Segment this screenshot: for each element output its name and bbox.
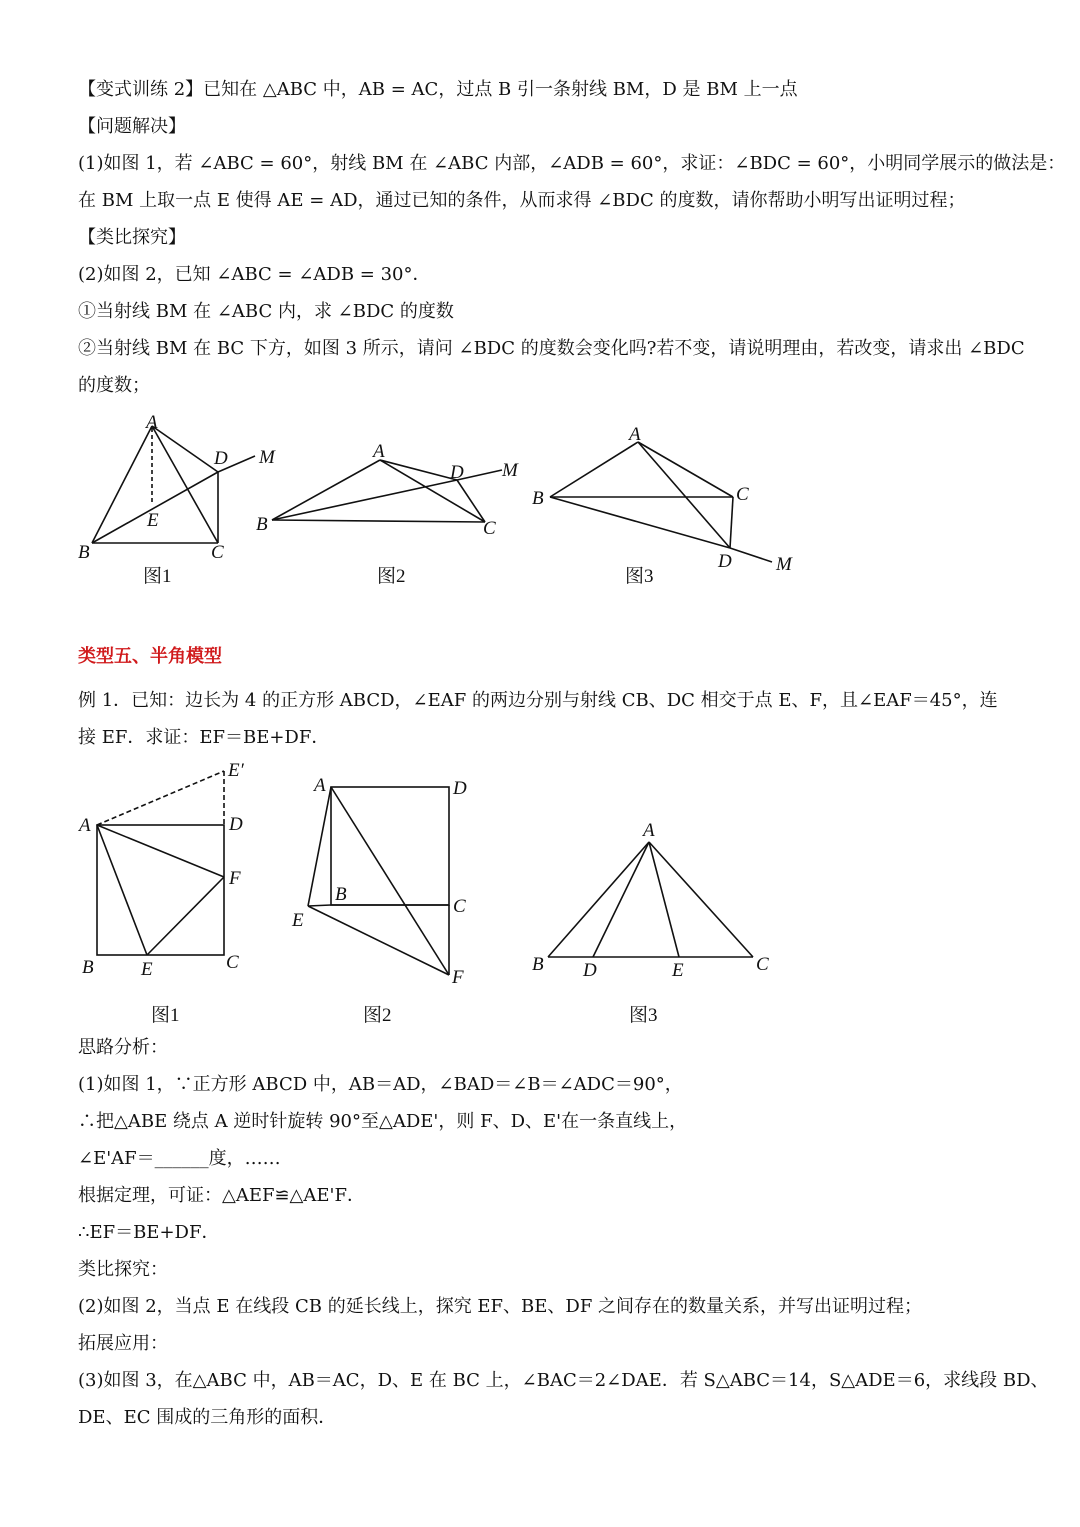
label-M: M <box>776 554 792 575</box>
bottom-figure-1-caption: 图1 <box>151 1005 180 1026</box>
label-F: F <box>452 967 464 988</box>
label-F: F <box>229 868 241 889</box>
top-figure-2 <box>250 430 540 554</box>
label-A: A <box>146 412 158 433</box>
bottom-figure-2 <box>285 770 495 999</box>
label-B: B <box>335 884 347 905</box>
text-line-5: 【类比探究】 <box>78 227 186 248</box>
analysis-line-6: ∴EF＝BE+DF． <box>78 1222 220 1243</box>
label-D: D <box>214 448 228 469</box>
label-A: A <box>643 820 655 841</box>
label-B: B <box>532 954 544 975</box>
text-line-1: 【变式训练 2】已知在 △ABC 中，AB = AC，过点 B 引一条射线 BM，D 是 BM 上一点 <box>78 79 798 100</box>
label-B: B <box>78 542 90 560</box>
label-B: B <box>532 488 544 509</box>
analysis-line-9: 拓展应用： <box>78 1333 168 1354</box>
bottom-figure-3-caption: 图3 <box>629 1005 658 1026</box>
label-C: C <box>756 954 769 975</box>
label-D: D <box>450 462 464 483</box>
text-line-6: (2)如图 2，已知 ∠ABC = ∠ADB = 30°． <box>78 264 431 285</box>
text-line-7: ①当射线 BM 在 ∠ABC 内，求 ∠BDC 的度数 <box>78 301 454 322</box>
label-A: A <box>314 775 326 796</box>
label-B: B <box>256 514 268 535</box>
analysis-line-5: 根据定理，可证：△AEF≌△AE'F． <box>78 1185 365 1206</box>
text-line-3: (1)如图 1，若 ∠ABC = 60°，射线 BM 在 ∠ABC 内部，∠ADB = 60°，求证：∠BDC = 60°，小明同学展示的做法是： <box>78 153 1066 174</box>
top-figure-3-caption: 图3 <box>625 566 654 587</box>
label-C: C <box>736 484 749 505</box>
label-D: D <box>453 778 467 799</box>
bottom-figure-3 <box>520 815 790 989</box>
text-line-2: 【问题解决】 <box>78 116 186 137</box>
top-figure-2-caption: 图2 <box>377 566 406 587</box>
label-D: D <box>583 960 597 981</box>
top-figure-3 <box>520 420 810 589</box>
label-M: M <box>502 460 518 481</box>
section-title: 类型五、半角模型 <box>78 646 222 667</box>
label-E: E <box>141 959 153 980</box>
label-A: A <box>373 441 385 462</box>
label-A: A <box>629 424 641 445</box>
label-B: B <box>82 957 94 978</box>
analysis-line-3: ∴把△ABE 绕点 A 逆时针旋转 90°至△ADE'，则 F、D、E'在一条直线上， <box>78 1111 688 1132</box>
label-C: C <box>211 542 224 560</box>
analysis-line-2: (1)如图 1，∵正方形 ABCD 中，AB＝AD，∠BAD＝∠B＝∠ADC＝90°， <box>78 1074 683 1095</box>
analysis-line-11: DE、EC 围成的三角形的面积． <box>78 1407 337 1428</box>
label-E: E <box>147 510 159 531</box>
example-line-1: 例 1．已知：边长为 4 的正方形 ABCD，∠EAF 的两边分别与射线 CB、DC 相交于点 E、F，且∠EAF＝45°，连 <box>78 690 998 711</box>
label-E: E <box>672 960 684 981</box>
bottom-figure-2-caption: 图2 <box>363 1005 392 1026</box>
text-line-8: ②当射线 BM 在 BC 下方，如图 3 所示，请问 ∠BDC 的度数会变化吗?若不变，请说明理由，若改变，请求出 ∠BDC <box>78 338 1025 359</box>
label-A: A <box>79 815 91 836</box>
label-E: E <box>292 910 304 931</box>
analysis-line-7: 类比探究： <box>78 1259 168 1280</box>
analysis-line-1: 思路分析： <box>78 1037 168 1058</box>
label-C: C <box>453 896 466 917</box>
label-D: D <box>718 551 732 572</box>
label-C: C <box>483 518 496 539</box>
label-D: D <box>229 814 243 835</box>
analysis-line-10: (3)如图 3，在△ABC 中，AB＝AC，D、E 在 BC 上，∠BAC＝2∠DAE．若 S△ABC＝14，S△ADE＝6，求线段 BD、 <box>78 1370 1049 1391</box>
analysis-line-4: ∠E'AF＝______度，…… <box>78 1148 281 1169</box>
label-M: M <box>259 447 275 468</box>
text-line-4: 在 BM 上取一点 E 使得 AE = AD，通过已知的条件，从而求得 ∠BDC 的度数，请你帮助小明写出证明过程； <box>78 190 966 211</box>
top-figure-1-caption: 图1 <box>143 566 172 587</box>
text-line-9: 的度数； <box>78 375 150 396</box>
bottom-figure-1 <box>70 755 270 984</box>
analysis-line-8: (2)如图 2，当点 E 在线段 CB 的延长线上，探究 EF、BE、DF 之间存在的数量关系，并写出证明过程； <box>78 1296 923 1317</box>
label-E-prime: E′ <box>228 760 244 781</box>
label-C: C <box>226 952 239 973</box>
example-line-2: 接 EF．求证：EF＝BE+DF． <box>78 727 330 748</box>
